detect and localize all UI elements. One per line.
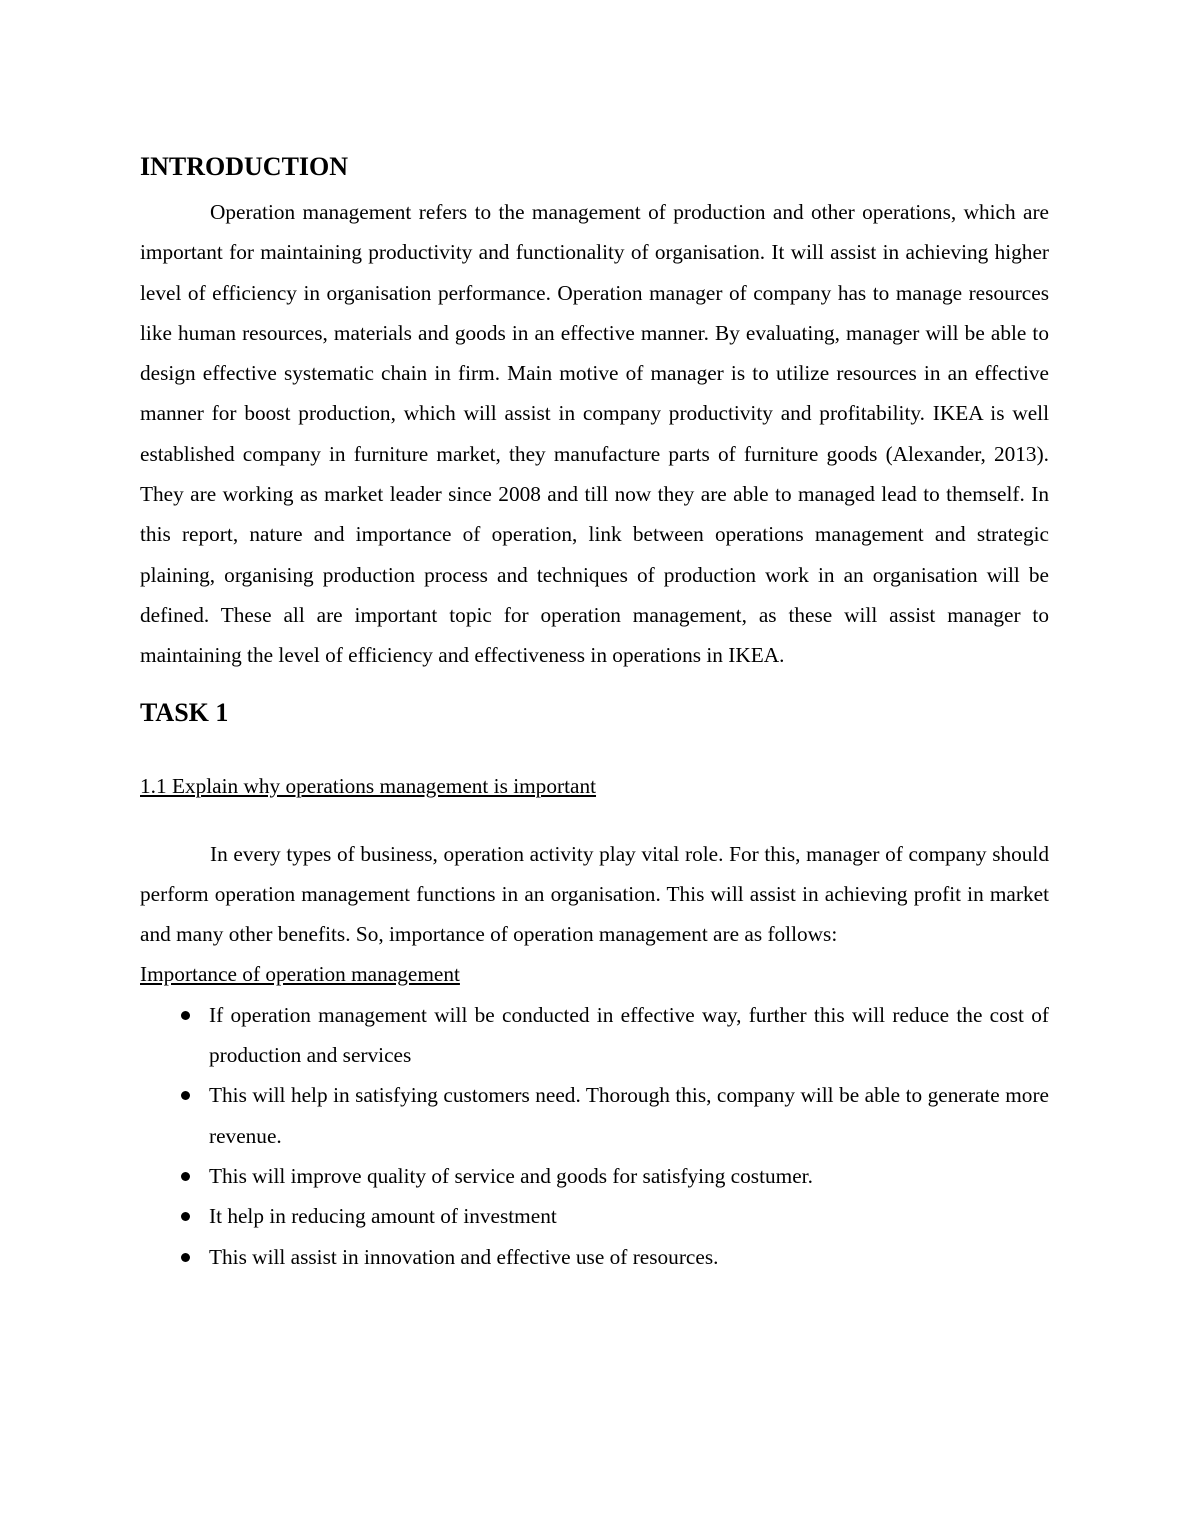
introduction-paragraph: Operation management refers to the management of production and other operations, which are important for maintaining productivity and functionality of organisation. It will assist in achieving higher level of efficiency in organisation performance. Operation manager of company has to manage resources like human resources, materials and goods in an effective manner. By evaluating, manager will be able to design effective systematic chain in firm. Main motive of manager is to utilize resources in an effective manner for boost production, which will assist in company productivity and profitability. IKEA is well established company in furniture market, they manufacture parts of furniture goods (Alexander, 2013). They are working as market leader since 2008 and till now they are able to managed lead to themself. In this report, nature and importance of operation, link between operations management and strategic plaining, organising production process and techniques of production work in an organisation will be defined. These all are important topic for operation management, as these will assist manager to maintaining the level of efficiency and effectiveness in operations in IKEA. (140, 200, 1049, 668)
importance-bullet-list (140, 995, 1049, 1277)
bullet-icon (181, 1011, 190, 1020)
bullet-item (140, 995, 1049, 1076)
bullet-item-text: It help in reducing amount of investment (209, 1204, 557, 1229)
task-1-subheading: 1.1 Explain why operations management is important (140, 773, 597, 798)
bullet-icon (181, 1212, 190, 1221)
task-1-heading: TASK 1 (140, 697, 229, 727)
bullet-item-text: This will assist in innovation and effective use of resources. (209, 1244, 719, 1269)
bullet-icon (181, 1091, 190, 1100)
bullet-item (140, 1075, 1049, 1156)
bullet-icon (181, 1172, 190, 1181)
bullet-item (140, 1237, 1049, 1277)
task-1-paragraph: In every types of business, operation activity play vital role. For this, manager of company should perform operation management functions in an organisation. This will assist in achieving profit in market and many other benefits. So, importance of operation management are as follows: (140, 841, 1049, 947)
introduction-heading: INTRODUCTION (140, 152, 349, 181)
bullet-item (140, 1196, 1049, 1236)
bullet-item-text: If operation management will be conducted in effective way, further this will reduce the cost of production and services (209, 1002, 1049, 1068)
bullet-item-text: This will help in satisfying customers need. Thorough this, company will be able to generate more revenue. (209, 1083, 1049, 1148)
importance-list-title: Importance of operation management (140, 962, 460, 987)
bullet-icon (181, 1253, 190, 1262)
document-page (140, 150, 1049, 1277)
bullet-item-text: This will improve quality of service and goods for satisfying costumer. (209, 1163, 813, 1188)
bullet-item (140, 1156, 1049, 1196)
